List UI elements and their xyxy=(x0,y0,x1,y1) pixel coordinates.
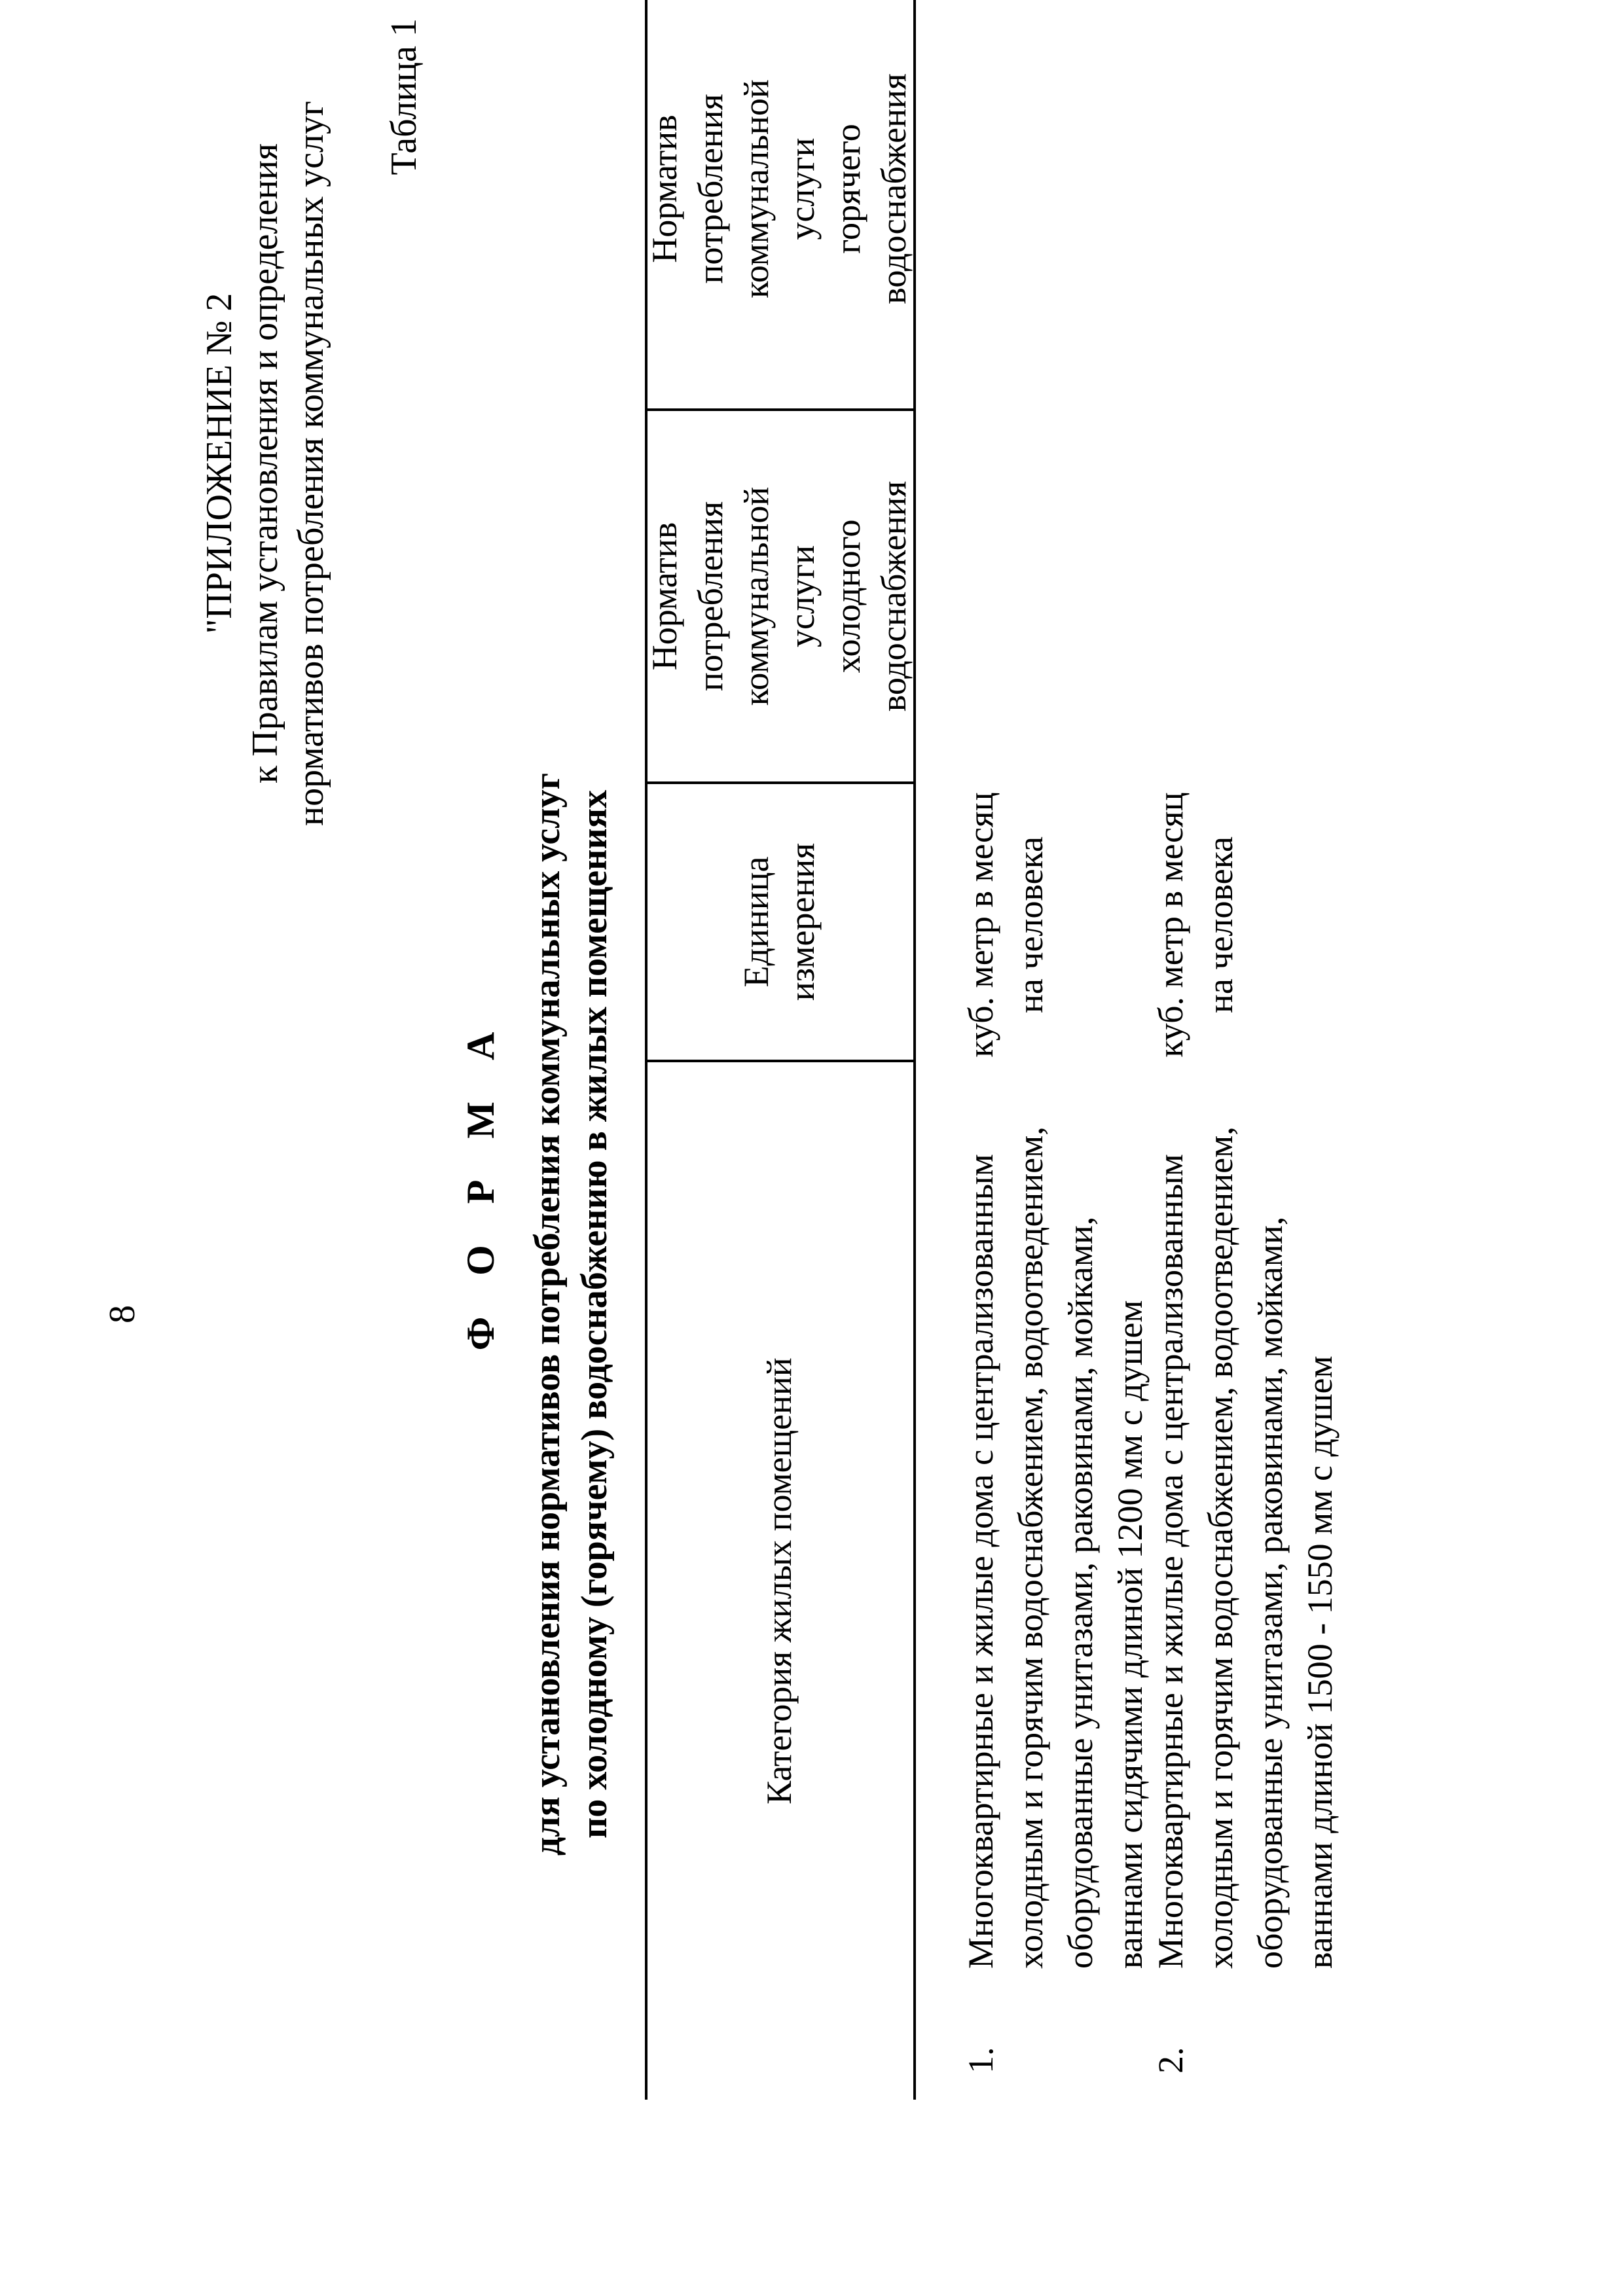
table-row-1-unit: куб. метр в месяц на человека xyxy=(961,792,1050,1058)
table-label: Таблица 1 xyxy=(384,18,424,175)
header-hot-water-norm: Норматив потребления коммунальной услуги горячего водоснабжения xyxy=(645,73,913,304)
appendix-line-2: к Правилам установления и определения xyxy=(245,143,285,784)
appendix-line-3: нормативов потребления коммунальных услуг xyxy=(291,101,331,826)
header-cold-water-norm: Норматив потребления коммунальной услуги холодного водоснабжения xyxy=(645,480,913,712)
table-header-bottom-border xyxy=(913,0,916,2100)
form-title: Ф О Р М А xyxy=(459,1016,502,1351)
table-row-2-number: 2. xyxy=(1151,2047,1190,2073)
table-row-2-unit: куб. метр в месяц на человека xyxy=(1151,792,1240,1058)
form-subtitle-line-1: для установления нормативов потребления коммунальных услуг xyxy=(527,772,568,1856)
header-category: Категория жилых помещений xyxy=(759,1357,799,1804)
table-row-1-number: 1. xyxy=(961,2047,1000,2073)
header-unit: Единица измерения xyxy=(737,842,822,1001)
appendix-line-1: "ПРИЛОЖЕНИЕ № 2 xyxy=(199,293,240,634)
table-row-2-category: Многоквартирные и жилые дома с централизованным холодным и горячим водоснабжением, водоотведением, оборудованные унитазами, раковинами, мойками, ваннами длиной 1500 - 1550 мм с душем xyxy=(1151,1126,1340,1969)
page-number: 8 xyxy=(102,1305,143,1323)
form-subtitle xyxy=(524,660,618,1969)
appendix-heading xyxy=(196,31,334,895)
table-row-1-category: Многоквартирные и жилые дома с централизованным холодным и горячим водоснабжением, водоотведением, оборудованные унитазами, раковинами, мойками, ваннами сидячими длиной 1200 мм с душем xyxy=(961,1126,1150,1969)
form-subtitle-line-2: по холодному (горячему) водоснабжению в жилых помещениях xyxy=(574,790,615,1839)
